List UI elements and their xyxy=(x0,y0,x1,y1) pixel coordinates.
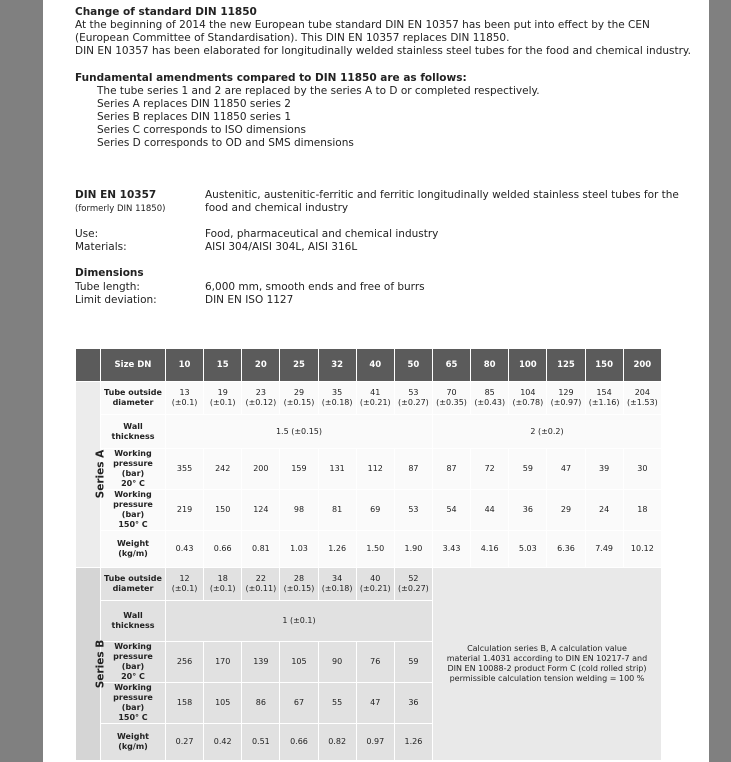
table-cell: 67 xyxy=(280,683,317,723)
row-label: Tube outside diameter xyxy=(101,568,165,600)
series-a-label: Series A xyxy=(94,449,107,499)
size-header: 80 xyxy=(471,349,508,381)
size-header: 15 xyxy=(204,349,241,381)
series-a-label-cell xyxy=(76,382,107,567)
size-header: 10 xyxy=(166,349,203,381)
table-cell: 36 xyxy=(395,683,432,723)
document-page xyxy=(43,0,709,762)
table-cell: 18 (±0.1) xyxy=(204,568,241,600)
table-header-row xyxy=(76,349,661,381)
row-label: Weight (kg/m) xyxy=(101,724,165,760)
table-cell: 6.36 xyxy=(547,531,584,567)
table-cell: 129 (±0.97) xyxy=(547,382,584,414)
use-label: Use: xyxy=(75,228,99,240)
table-cell: 1.50 xyxy=(357,531,394,567)
use-value: Food, pharmaceutical and chemical industry xyxy=(205,228,439,240)
table-cell: 53 (±0.27) xyxy=(395,382,432,414)
table-cell: 53 xyxy=(395,490,432,530)
table-cell: 139 xyxy=(242,642,279,682)
formerly-note: (formerly DIN 11850) xyxy=(75,204,166,214)
table-cell: 105 xyxy=(280,642,317,682)
table-cell: 35 (±0.18) xyxy=(319,382,356,414)
table-cell: 0.66 xyxy=(204,531,241,567)
table-cell: 87 xyxy=(395,449,432,489)
table-cell: 90 xyxy=(319,642,356,682)
series-b-label: Series B xyxy=(94,639,107,688)
table-cell: 34 (±0.18) xyxy=(319,568,356,600)
series-b-od-row xyxy=(76,568,661,600)
table-cell: 0.66 xyxy=(280,724,317,760)
series-b-label-cell xyxy=(76,568,107,760)
size-header: 50 xyxy=(395,349,432,381)
table-cell: 242 xyxy=(204,449,241,489)
size-header: 100 xyxy=(509,349,546,381)
table-cell: 44 xyxy=(471,490,508,530)
table-cell: 159 xyxy=(280,449,317,489)
table-cell: 0.97 xyxy=(357,724,394,760)
size-header: 40 xyxy=(357,349,394,381)
table-cell: 1.03 xyxy=(280,531,317,567)
table-cell: 13 (±0.1) xyxy=(166,382,203,414)
table-cell: 3.43 xyxy=(433,531,470,567)
table-cell: 170 xyxy=(204,642,241,682)
size-header: 65 xyxy=(433,349,470,381)
table-cell: 1.26 xyxy=(395,724,432,760)
table-cell: 105 xyxy=(204,683,241,723)
table-cell: 87 xyxy=(433,449,470,489)
table-cell: 98 xyxy=(280,490,317,530)
table-cell: 30 xyxy=(624,449,661,489)
table-cell: 54 xyxy=(433,490,470,530)
row-label: Wall thickness xyxy=(101,601,165,641)
table-cell: 7.49 xyxy=(586,531,623,567)
table-cell: 256 xyxy=(166,642,203,682)
size-header: 20 xyxy=(242,349,279,381)
table-cell: 86 xyxy=(242,683,279,723)
table-cell: 81 xyxy=(319,490,356,530)
table-cell: 29 (±0.15) xyxy=(280,382,317,414)
table-cell: 158 xyxy=(166,683,203,723)
table-cell: 4.16 xyxy=(471,531,508,567)
table-cell: 23 (±0.12) xyxy=(242,382,279,414)
amendment-item: Series D corresponds to OD and SMS dimensions xyxy=(97,137,354,149)
amendment-item: Series B replaces DIN 11850 series 1 xyxy=(97,111,291,123)
row-label: Wall thickness xyxy=(101,415,165,448)
table-cell: 12 (±0.1) xyxy=(166,568,203,600)
amendment-item: The tube series 1 and 2 are replaced by the series A to D or completed respectively. xyxy=(97,85,540,97)
amendment-item: Series A replaces DIN 11850 series 2 xyxy=(97,98,291,110)
tube-length-value: 6,000 mm, smooth ends and free of burrs xyxy=(205,281,425,293)
table-cell: 204 (±1.53) xyxy=(624,382,661,414)
table-cell: 40 (±0.21) xyxy=(357,568,394,600)
size-header: 200 xyxy=(624,349,661,381)
table-cell: 36 xyxy=(509,490,546,530)
row-label: Working pressure (bar) 150° C xyxy=(101,490,165,530)
table-cell: 2 (±0.2) xyxy=(433,415,661,448)
calculation-note: Calculation series B, A calculation value material 1.4031 according to DIN EN 10217-7 and DIN EN 10088-2 product Form C (cold rolled strip) permissible calculation tension welding = 100 % xyxy=(433,568,661,760)
series-a-od-row xyxy=(76,382,661,414)
table-cell: 104 (±0.78) xyxy=(509,382,546,414)
intro-heading: Change of standard DIN 11850 xyxy=(75,6,257,18)
table-cell: 85 (±0.43) xyxy=(471,382,508,414)
table-cell: 28 (±0.15) xyxy=(280,568,317,600)
series-a-wall-row xyxy=(76,415,661,448)
table-cell: 39 xyxy=(586,449,623,489)
table-cell: 70 (±0.35) xyxy=(433,382,470,414)
table-cell: 0.51 xyxy=(242,724,279,760)
size-dn-header: Size DN xyxy=(101,349,165,381)
limit-deviation-value: DIN EN ISO 1127 xyxy=(205,294,294,306)
size-header: 32 xyxy=(319,349,356,381)
standard-description: food and chemical industry xyxy=(205,202,349,214)
intro-line: At the beginning of 2014 the new European tube standard DIN EN 10357 has been put into effect by the CEN xyxy=(75,19,650,31)
limit-deviation-label: Limit deviation: xyxy=(75,294,157,306)
row-label: Working pressure (bar) 20° C xyxy=(101,449,165,489)
table-cell: 76 xyxy=(357,642,394,682)
table-cell: 154 (±1.16) xyxy=(586,382,623,414)
table-cell: 0.82 xyxy=(319,724,356,760)
tube-length-label: Tube length: xyxy=(75,281,140,293)
table-cell: 59 xyxy=(395,642,432,682)
table-cell: 1.5 (±0.15) xyxy=(166,415,432,448)
table-cell: 5.03 xyxy=(509,531,546,567)
table-cell: 219 xyxy=(166,490,203,530)
table-cell: 1.90 xyxy=(395,531,432,567)
dimensions-heading: Dimensions xyxy=(75,267,144,279)
row-label: Working pressure (bar) 20° C xyxy=(101,642,165,682)
table-cell: 29 xyxy=(547,490,584,530)
table-cell: 1.26 xyxy=(319,531,356,567)
series-a-pressure-20-row xyxy=(76,449,661,489)
table-cell: 0.27 xyxy=(166,724,203,760)
table-cell: 1 (±0.1) xyxy=(166,601,432,641)
table-cell: 150 xyxy=(204,490,241,530)
table-cell: 0.42 xyxy=(204,724,241,760)
header-corner xyxy=(76,349,100,381)
intro-line: (European Committee of Standardisation). This DIN EN 10357 replaces DIN 11850. xyxy=(75,32,510,44)
series-a-weight-row xyxy=(76,531,661,567)
table-cell: 22 (±0.11) xyxy=(242,568,279,600)
table-cell: 55 xyxy=(319,683,356,723)
table-cell: 112 xyxy=(357,449,394,489)
table-cell: 124 xyxy=(242,490,279,530)
table-cell: 72 xyxy=(471,449,508,489)
table-cell: 10.12 xyxy=(624,531,661,567)
row-label: Working pressure (bar) 150° C xyxy=(101,683,165,723)
table-cell: 355 xyxy=(166,449,203,489)
table-cell: 24 xyxy=(586,490,623,530)
amendment-item: Series C corresponds to ISO dimensions xyxy=(97,124,306,136)
table-cell: 19 (±0.1) xyxy=(204,382,241,414)
table-cell: 18 xyxy=(624,490,661,530)
table-cell: 131 xyxy=(319,449,356,489)
table-cell: 47 xyxy=(357,683,394,723)
intro-line: DIN EN 10357 has been elaborated for longitudinally welded stainless steel tubes for the food and chemical industry. xyxy=(75,45,691,57)
table-cell: 0.81 xyxy=(242,531,279,567)
amendments-heading: Fundamental amendments compared to DIN 11850 are as follows: xyxy=(75,72,467,84)
size-header: 150 xyxy=(586,349,623,381)
table-cell: 200 xyxy=(242,449,279,489)
size-header: 125 xyxy=(547,349,584,381)
standard-name: DIN EN 10357 xyxy=(75,189,157,201)
table-cell: 59 xyxy=(509,449,546,489)
dimensions-table xyxy=(75,348,662,761)
table-cell: 41 (±0.21) xyxy=(357,382,394,414)
row-label: Weight (kg/m) xyxy=(101,531,165,567)
materials-label: Materials: xyxy=(75,241,127,253)
materials-value: AISI 304/AISI 304L, AISI 316L xyxy=(205,241,358,253)
size-header: 25 xyxy=(280,349,317,381)
table-cell: 0.43 xyxy=(166,531,203,567)
table-cell: 52 (±0.27) xyxy=(395,568,432,600)
series-a-pressure-150-row xyxy=(76,490,661,530)
table-cell: 69 xyxy=(357,490,394,530)
row-label: Tube outside diameter xyxy=(101,382,165,414)
table-cell: 47 xyxy=(547,449,584,489)
standard-description: Austenitic, austenitic-ferritic and ferritic longitudinally welded stainless steel tubes for the xyxy=(205,189,679,201)
